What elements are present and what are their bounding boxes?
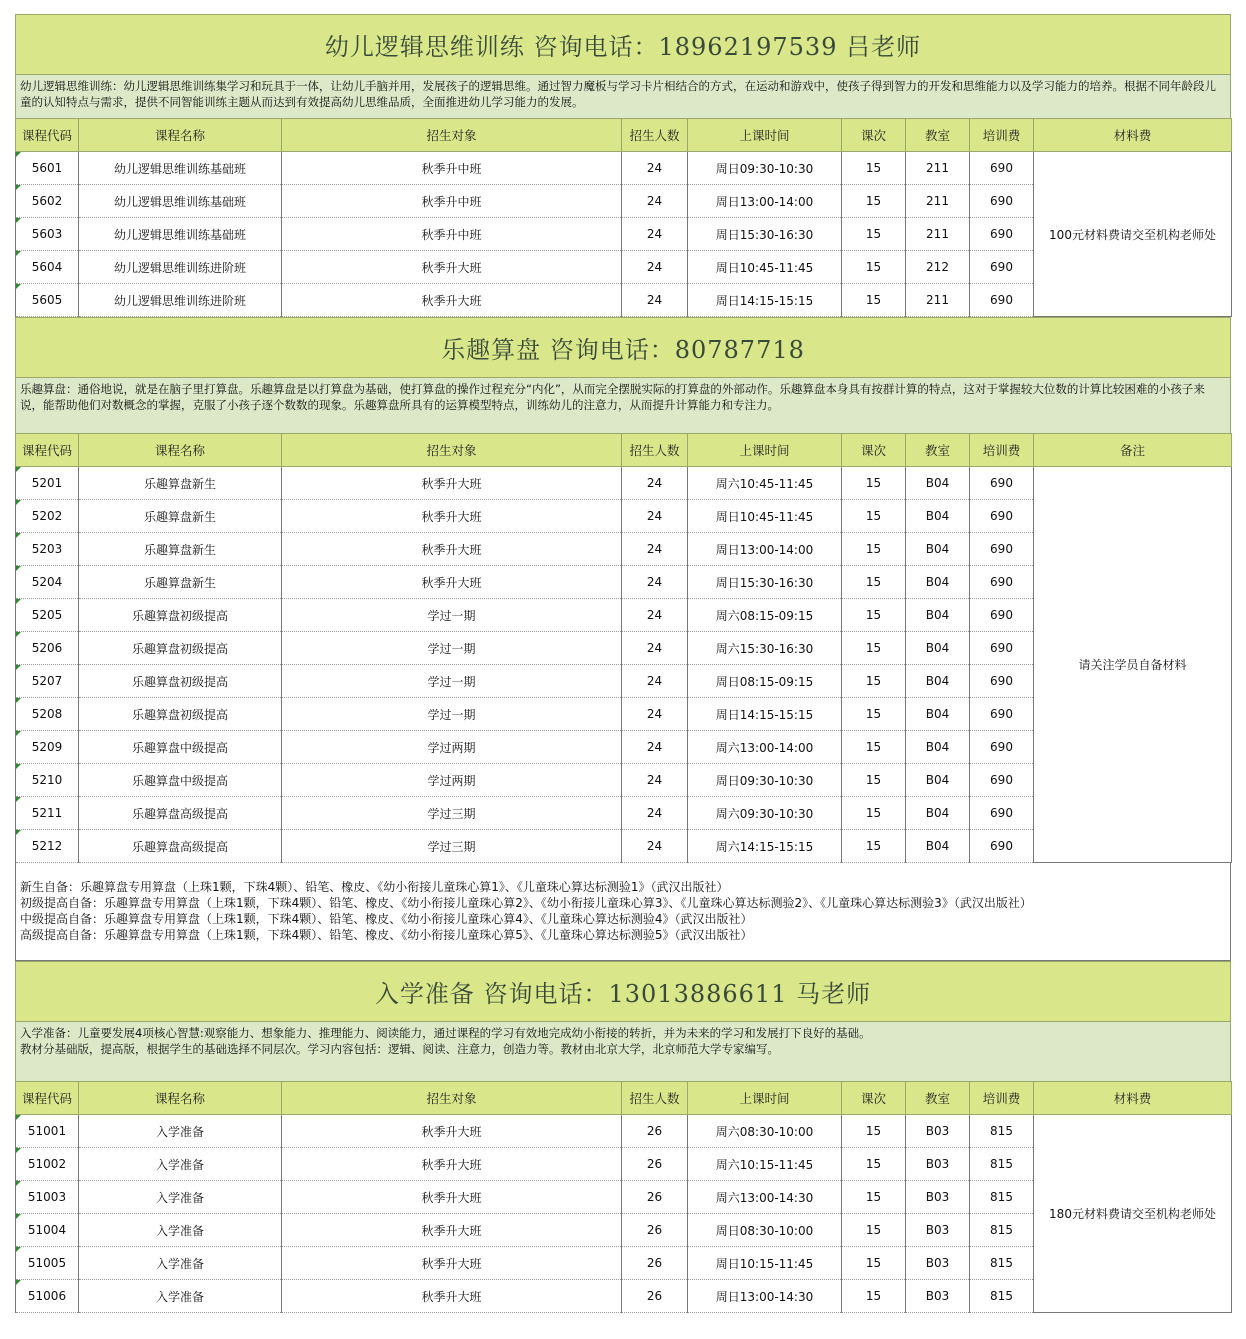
table-cell: 15 xyxy=(842,218,906,251)
table-cell: 学过三期 xyxy=(282,797,622,830)
table-cell: 815 xyxy=(970,1280,1034,1313)
table-cell: 24 xyxy=(622,698,688,731)
table-cell: 秋季升大班 xyxy=(282,1280,622,1313)
table-cell: 周六14:15-15:15 xyxy=(688,830,842,863)
table-cell: B03 xyxy=(906,1148,970,1181)
table-row xyxy=(16,467,1232,500)
description-paragraph: 入学准备：儿童要发展4项核心智慧:观察能力、想象能力、推理能力、阅读能力，通过课程的学习有效地完成幼小衔接的转折，并为未来的学习和发展打下良好的基础。 xyxy=(20,1026,871,1040)
course-table xyxy=(15,1081,1232,1313)
section-description xyxy=(15,1021,1231,1081)
table-cell: 690 xyxy=(970,731,1034,764)
table-cell: 周六13:00-14:30 xyxy=(688,1181,842,1214)
column-header: 课程代码 xyxy=(16,119,79,152)
column-header: 教室 xyxy=(906,1082,970,1115)
table-cell: 690 xyxy=(970,467,1034,500)
table-cell: 211 xyxy=(906,218,970,251)
table-cell: 乐趣算盘新生 xyxy=(79,500,282,533)
table-cell: 入学准备 xyxy=(79,1181,282,1214)
table-cell: 51004 xyxy=(16,1214,79,1247)
table-cell: 幼儿逻辑思维训练基础班 xyxy=(79,152,282,185)
table-cell: 乐趣算盘高级提高 xyxy=(79,830,282,863)
materials-note-line: 高级提高自备：乐趣算盘专用算盘（上珠1颗，下珠4颗）、铅笔、橡皮、《幼小衔接儿童珠心算5》、《儿童珠心算达标测验5》（武汉出版社） xyxy=(20,928,753,942)
table-cell: 秋季升大班 xyxy=(282,467,622,500)
section-description xyxy=(15,74,1231,118)
description-paragraph: 乐趣算盘：通俗地说，就是在脑子里打算盘。乐趣算盘是以打算盘为基础，使打算盘的操作过程充分“内化”，从而完全摆脱实际的打算盘的外部动作。乐趣算盘本身具有按群计算的特点，这对于掌握较大位数的计算比较困难的小孩子来说，能帮助他们对数概念的掌握，克服了小孩子逐个数数的现象。乐趣算盘所具有的运算模型特点，训练幼儿的注意力，从而提升计算能力和专注力。 xyxy=(20,382,1205,412)
table-cell: 24 xyxy=(622,830,688,863)
table-cell: 秋季升大班 xyxy=(282,251,622,284)
table-cell: 815 xyxy=(970,1247,1034,1280)
table-cell: 15 xyxy=(842,1280,906,1313)
table-cell: B03 xyxy=(906,1247,970,1280)
column-header: 上课时间 xyxy=(688,434,842,467)
table-cell: 15 xyxy=(842,632,906,665)
table-cell: 15 xyxy=(842,1148,906,1181)
table-cell: 15 xyxy=(842,566,906,599)
table-cell: 周日15:30-16:30 xyxy=(688,218,842,251)
table-cell: 690 xyxy=(970,764,1034,797)
table-cell: 乐趣算盘初级提高 xyxy=(79,698,282,731)
table-cell: 幼儿逻辑思维训练进阶班 xyxy=(79,284,282,317)
table-cell: 秋季升大班 xyxy=(282,566,622,599)
table-cell: 周日13:00-14:00 xyxy=(688,185,842,218)
column-header: 招生对象 xyxy=(282,434,622,467)
table-cell: 周日13:00-14:30 xyxy=(688,1280,842,1313)
table-cell: 5205 xyxy=(16,599,79,632)
column-header: 课次 xyxy=(842,1082,906,1115)
table-cell: 周六08:30-10:00 xyxy=(688,1115,842,1148)
table-cell: 15 xyxy=(842,152,906,185)
column-header: 课程代码 xyxy=(16,434,79,467)
table-cell: B04 xyxy=(906,566,970,599)
table-cell: 周日09:30-10:30 xyxy=(688,764,842,797)
table-cell: 15 xyxy=(842,731,906,764)
table-cell: 学过两期 xyxy=(282,764,622,797)
table-cell: B03 xyxy=(906,1214,970,1247)
table-cell: 乐趣算盘新生 xyxy=(79,533,282,566)
table-cell: 212 xyxy=(906,251,970,284)
table-cell: 乐趣算盘初级提高 xyxy=(79,599,282,632)
table-cell: 24 xyxy=(622,731,688,764)
table-cell: 51002 xyxy=(16,1148,79,1181)
table-cell: B04 xyxy=(906,698,970,731)
table-cell: 5602 xyxy=(16,185,79,218)
table-cell: 24 xyxy=(622,185,688,218)
table-cell: B04 xyxy=(906,599,970,632)
table-cell: 24 xyxy=(622,797,688,830)
table-cell: 15 xyxy=(842,1181,906,1214)
table-cell: 5601 xyxy=(16,152,79,185)
materials-note-line: 新生自备：乐趣算盘专用算盘（上珠1颗，下珠4颗）、铅笔、橡皮、《幼小衔接儿童珠心算1》、《儿童珠心算达标测验1》（武汉出版社） xyxy=(20,880,729,894)
section-title: 乐趣算盘 咨询电话：80787718 xyxy=(15,317,1231,377)
table-cell: 211 xyxy=(906,185,970,218)
table-cell: 690 xyxy=(970,500,1034,533)
table-cell: 51006 xyxy=(16,1280,79,1313)
table-cell: 学过一期 xyxy=(282,599,622,632)
table-cell: 乐趣算盘高级提高 xyxy=(79,797,282,830)
table-cell: 15 xyxy=(842,185,906,218)
table-cell: B04 xyxy=(906,830,970,863)
table-cell: B03 xyxy=(906,1115,970,1148)
column-header: 材料费 xyxy=(1034,1082,1232,1115)
table-cell: 5206 xyxy=(16,632,79,665)
column-header: 招生对象 xyxy=(282,119,622,152)
column-header: 课程代码 xyxy=(16,1082,79,1115)
table-cell: 幼儿逻辑思维训练进阶班 xyxy=(79,251,282,284)
table-cell: 24 xyxy=(622,665,688,698)
table-cell: 26 xyxy=(622,1181,688,1214)
table-cell: 5605 xyxy=(16,284,79,317)
table-row xyxy=(16,152,1232,185)
table-cell: 15 xyxy=(842,764,906,797)
column-header: 培训费 xyxy=(970,434,1034,467)
table-cell: 15 xyxy=(842,251,906,284)
table-cell: 乐趣算盘新生 xyxy=(79,467,282,500)
table-cell: 秋季升大班 xyxy=(282,1148,622,1181)
section-description xyxy=(15,377,1231,433)
table-cell: 690 xyxy=(970,533,1034,566)
table-cell: 周日14:15-15:15 xyxy=(688,698,842,731)
table-cell: 周六10:45-11:45 xyxy=(688,467,842,500)
table-cell: 乐趣算盘初级提高 xyxy=(79,665,282,698)
table-cell: 入学准备 xyxy=(79,1280,282,1313)
table-cell: 15 xyxy=(842,467,906,500)
table-cell: 24 xyxy=(622,251,688,284)
table-cell: 15 xyxy=(842,1214,906,1247)
merged-note-cell: 100元材料费请交至机构老师处 xyxy=(1034,152,1232,317)
table-cell: 26 xyxy=(622,1214,688,1247)
table-cell: 690 xyxy=(970,566,1034,599)
table-cell: 815 xyxy=(970,1181,1034,1214)
table-cell: 690 xyxy=(970,632,1034,665)
table-cell: 周日08:30-10:00 xyxy=(688,1214,842,1247)
materials-note-line: 初级提高自备：乐趣算盘专用算盘（上珠1颗，下珠4颗）、铅笔、橡皮、《幼小衔接儿童珠心算2》、《幼小衔接儿童珠心算3》、《儿童珠心算达标测验2》、《儿童珠心算达标测验3》（武汉出版社） xyxy=(20,896,1032,910)
table-cell: 15 xyxy=(842,284,906,317)
table-cell: 815 xyxy=(970,1148,1034,1181)
table-cell: 690 xyxy=(970,797,1034,830)
table-cell: 周六10:15-11:45 xyxy=(688,1148,842,1181)
column-header: 培训费 xyxy=(970,1082,1034,1115)
table-cell: 24 xyxy=(622,284,688,317)
description-paragraph: 幼儿逻辑思维训练：幼儿逻辑思维训练集学习和玩具于一体，让幼儿手脑并用，发展孩子的逻辑思维。通过智力魔板与学习卡片相结合的方式，在运动和游戏中，使孩子得到智力的开发和思维能力以及学习能力的培养。根据不同年龄段儿童的认知特点与需求，提供不同智能训练主题从而达到有效提高幼儿思维品质，全面推进幼儿学习能力的发展。 xyxy=(20,79,1216,109)
table-cell: 690 xyxy=(970,152,1034,185)
table-cell: B04 xyxy=(906,764,970,797)
table-cell: 51003 xyxy=(16,1181,79,1214)
column-header: 备注 xyxy=(1034,434,1232,467)
table-cell: 学过三期 xyxy=(282,830,622,863)
column-header: 招生人数 xyxy=(622,434,688,467)
section-title: 幼儿逻辑思维训练 咨询电话：18962197539 吕老师 xyxy=(15,14,1231,74)
materials-note-line: 中级提高自备：乐趣算盘专用算盘（上珠1颗，下珠4颗）、铅笔、橡皮、《幼小衔接儿童珠心算4》、《儿童珠心算达标测验4》（武汉出版社） xyxy=(20,912,753,926)
table-cell: 15 xyxy=(842,830,906,863)
table-cell: 入学准备 xyxy=(79,1247,282,1280)
description-paragraph: 教材分基础版，提高版，根据学生的基础选择不同层次。学习内容包括：逻辑、阅读、注意力，创造力等。教材由北京大学，北京师范大学专家编写。 xyxy=(20,1042,779,1056)
table-cell: 乐趣算盘中级提高 xyxy=(79,764,282,797)
column-header: 招生对象 xyxy=(282,1082,622,1115)
column-header: 课次 xyxy=(842,119,906,152)
column-header: 招生人数 xyxy=(622,1082,688,1115)
table-cell: 秋季升中班 xyxy=(282,152,622,185)
table-cell: B04 xyxy=(906,632,970,665)
table-cell: 815 xyxy=(970,1115,1034,1148)
table-cell: 690 xyxy=(970,830,1034,863)
table-cell: 26 xyxy=(622,1280,688,1313)
column-header: 课程名称 xyxy=(79,119,282,152)
table-cell: 24 xyxy=(622,599,688,632)
header-row xyxy=(16,119,1232,152)
column-header: 材料费 xyxy=(1034,119,1232,152)
table-cell: 5212 xyxy=(16,830,79,863)
table-cell: 学过两期 xyxy=(282,731,622,764)
table-cell: 5203 xyxy=(16,533,79,566)
table-cell: 15 xyxy=(842,599,906,632)
table-cell: B04 xyxy=(906,665,970,698)
column-header: 上课时间 xyxy=(688,1082,842,1115)
table-cell: 24 xyxy=(622,566,688,599)
table-cell: 815 xyxy=(970,1214,1034,1247)
table-cell: 幼儿逻辑思维训练基础班 xyxy=(79,185,282,218)
table-cell: 周日14:15-15:15 xyxy=(688,284,842,317)
table-cell: 5210 xyxy=(16,764,79,797)
table-cell: 周六15:30-16:30 xyxy=(688,632,842,665)
column-header: 课次 xyxy=(842,434,906,467)
table-cell: 690 xyxy=(970,218,1034,251)
table-cell: 秋季升中班 xyxy=(282,185,622,218)
table-cell: 周日10:45-11:45 xyxy=(688,251,842,284)
table-cell: 24 xyxy=(622,467,688,500)
table-cell: 24 xyxy=(622,218,688,251)
table-cell: 秋季升大班 xyxy=(282,1214,622,1247)
table-cell: 周日10:15-11:45 xyxy=(688,1247,842,1280)
table-cell: 26 xyxy=(622,1115,688,1148)
table-cell: 5207 xyxy=(16,665,79,698)
table-cell: 秋季升大班 xyxy=(282,533,622,566)
table-cell: 15 xyxy=(842,797,906,830)
table-row xyxy=(16,1115,1232,1148)
table-cell: 690 xyxy=(970,185,1034,218)
table-cell: 5209 xyxy=(16,731,79,764)
table-cell: 24 xyxy=(622,533,688,566)
table-cell: 秋季升中班 xyxy=(282,218,622,251)
table-cell: 26 xyxy=(622,1148,688,1181)
table-cell: B03 xyxy=(906,1280,970,1313)
table-cell: 秋季升大班 xyxy=(282,1181,622,1214)
table-cell: B04 xyxy=(906,797,970,830)
column-header: 课程名称 xyxy=(79,1082,282,1115)
table-cell: 15 xyxy=(842,1115,906,1148)
column-header: 课程名称 xyxy=(79,434,282,467)
table-cell: 24 xyxy=(622,152,688,185)
table-cell: 乐趣算盘中级提高 xyxy=(79,731,282,764)
table-cell: 15 xyxy=(842,1247,906,1280)
column-header: 培训费 xyxy=(970,119,1034,152)
course-table xyxy=(15,118,1232,317)
table-cell: 211 xyxy=(906,284,970,317)
course-table xyxy=(15,433,1232,863)
table-cell: 690 xyxy=(970,599,1034,632)
column-header: 教室 xyxy=(906,434,970,467)
table-cell: 学过一期 xyxy=(282,698,622,731)
section-title: 入学准备 咨询电话：13013886611 马老师 xyxy=(15,961,1231,1021)
materials-notes xyxy=(15,863,1231,961)
table-cell: 周六13:00-14:00 xyxy=(688,731,842,764)
table-cell: 周日10:45-11:45 xyxy=(688,500,842,533)
table-cell: 周六08:15-09:15 xyxy=(688,599,842,632)
table-cell: 15 xyxy=(842,698,906,731)
table-cell: 入学准备 xyxy=(79,1148,282,1181)
column-header: 招生人数 xyxy=(622,119,688,152)
table-cell: 乐趣算盘初级提高 xyxy=(79,632,282,665)
table-cell: 51001 xyxy=(16,1115,79,1148)
table-cell: 24 xyxy=(622,500,688,533)
table-cell: 690 xyxy=(970,665,1034,698)
table-cell: B03 xyxy=(906,1181,970,1214)
column-header: 教室 xyxy=(906,119,970,152)
table-cell: 秋季升大班 xyxy=(282,1115,622,1148)
table-cell: 5201 xyxy=(16,467,79,500)
table-cell: 入学准备 xyxy=(79,1115,282,1148)
table-cell: 15 xyxy=(842,533,906,566)
table-cell: 15 xyxy=(842,665,906,698)
header-row xyxy=(16,1082,1232,1115)
table-cell: 51005 xyxy=(16,1247,79,1280)
table-cell: 秋季升大班 xyxy=(282,1247,622,1280)
table-cell: 5603 xyxy=(16,218,79,251)
table-cell: 5604 xyxy=(16,251,79,284)
column-header: 上课时间 xyxy=(688,119,842,152)
table-cell: 周日08:15-09:15 xyxy=(688,665,842,698)
table-cell: B04 xyxy=(906,731,970,764)
course-schedule-sheet xyxy=(15,14,1231,1313)
table-cell: 学过一期 xyxy=(282,665,622,698)
table-cell: 幼儿逻辑思维训练基础班 xyxy=(79,218,282,251)
header-row xyxy=(16,434,1232,467)
table-cell: 秋季升大班 xyxy=(282,284,622,317)
merged-note-cell: 请关注学员自备材料 xyxy=(1034,467,1232,863)
table-cell: 周日15:30-16:30 xyxy=(688,566,842,599)
table-cell: 5204 xyxy=(16,566,79,599)
table-cell: 5211 xyxy=(16,797,79,830)
table-cell: 690 xyxy=(970,251,1034,284)
table-cell: 周日13:00-14:00 xyxy=(688,533,842,566)
table-cell: 24 xyxy=(622,632,688,665)
table-cell: B04 xyxy=(906,500,970,533)
table-cell: 秋季升大班 xyxy=(282,500,622,533)
table-cell: 乐趣算盘新生 xyxy=(79,566,282,599)
table-cell: 690 xyxy=(970,284,1034,317)
table-cell: 211 xyxy=(906,152,970,185)
table-cell: 学过一期 xyxy=(282,632,622,665)
table-cell: 26 xyxy=(622,1247,688,1280)
table-cell: 690 xyxy=(970,698,1034,731)
table-cell: 5208 xyxy=(16,698,79,731)
table-cell: 5202 xyxy=(16,500,79,533)
table-cell: 周日09:30-10:30 xyxy=(688,152,842,185)
merged-note-cell: 180元材料费请交至机构老师处 xyxy=(1034,1115,1232,1313)
table-cell: 15 xyxy=(842,500,906,533)
table-cell: 周六09:30-10:30 xyxy=(688,797,842,830)
table-cell: B04 xyxy=(906,467,970,500)
table-cell: 24 xyxy=(622,764,688,797)
table-cell: 入学准备 xyxy=(79,1214,282,1247)
table-cell: B04 xyxy=(906,533,970,566)
